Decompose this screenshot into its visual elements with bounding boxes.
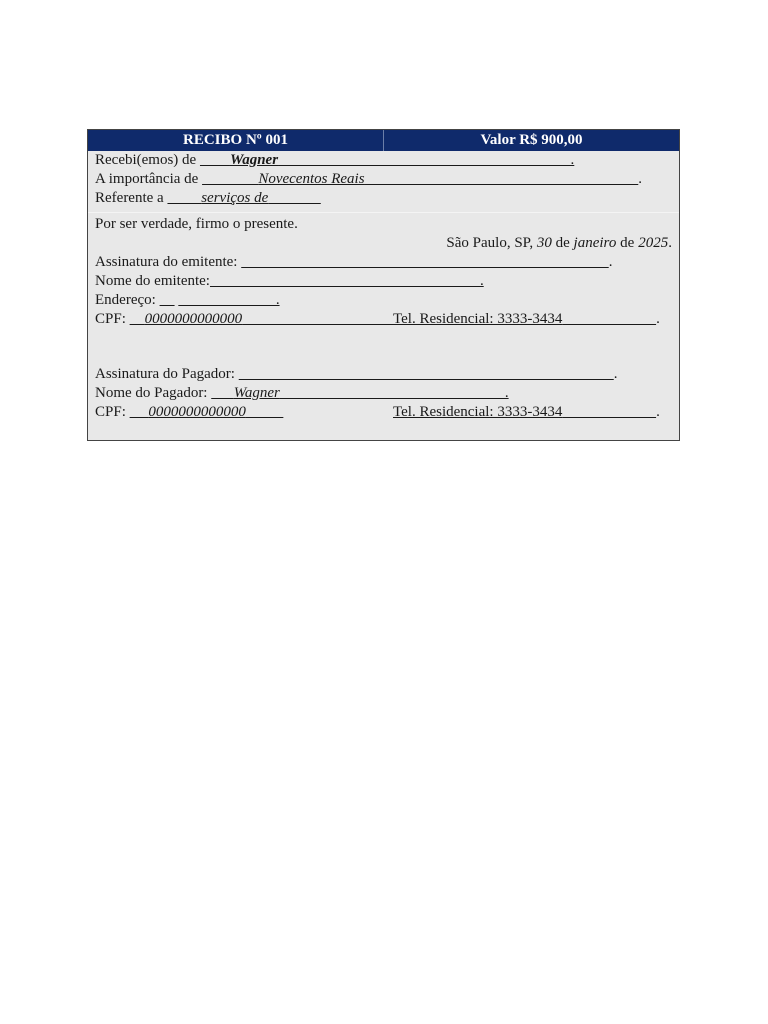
issuer-phone: Tel. Residencial: 3333-3434 <box>393 311 563 327</box>
spacer <box>95 329 672 365</box>
receipt-header <box>88 130 679 151</box>
payer-cpf-value: 0000000000000 <box>148 404 246 420</box>
issuer-name-label: Nome do emitente: <box>95 273 210 289</box>
payer-signature-line: Assinatura do Pagador: . <box>95 366 618 382</box>
reference-value: serviços de <box>201 190 269 206</box>
payer-cpf-label: CPF: <box>95 404 126 420</box>
receipt-title: RECIBO Nº 001 <box>88 130 384 151</box>
payer-name-line: Nome do Pagador: Wagner . <box>95 385 509 401</box>
issuer-cpf-label: CPF: <box>95 311 126 327</box>
address-line: Endereço: . <box>95 292 280 308</box>
address-label: Endereço: <box>95 292 156 308</box>
received-from-value: Wagner <box>229 152 279 168</box>
received-from-line: Recebi(emos) de Wagner . <box>95 152 575 168</box>
receipt <box>87 129 680 441</box>
issuer-signature-label: Assinatura do emitente: <box>95 254 238 270</box>
issuer-cpf-value: 0000000000000 <box>144 311 243 327</box>
reference-line <box>95 189 672 208</box>
issuer-signature-line: Assinatura do emitente: . <box>95 254 613 270</box>
issuer-name-line: Nome do emitente: . <box>95 273 484 289</box>
amount-value: Novecentos Reais <box>258 171 365 187</box>
receipt-value: Valor R$ 900,00 <box>480 132 583 148</box>
date-month: janeiro <box>573 235 617 251</box>
date-line: São Paulo, SP, 30 de janeiro de 2025. <box>446 235 672 251</box>
payer-name-label: Nome do Pagador: <box>95 385 208 401</box>
issuer-cpf-line: CPF: 0000000000000 Tel. Residencial: 3333-3434 . <box>95 311 660 327</box>
reference-label: Referente a <box>95 190 164 206</box>
date-de-1: de <box>555 235 570 251</box>
date-de-2: de <box>620 235 635 251</box>
amount-line: A importância de Novecentos Reais . <box>95 171 643 187</box>
payer-cpf-line: CPF: 0000000000000 Tel. Residencial: 3333-3434 . <box>95 404 660 420</box>
amount-label: A importância de <box>95 171 199 187</box>
received-from-label: Recebi(emos) de <box>95 152 197 168</box>
truth-statement: Por ser verdade, firmo o presente. <box>95 216 298 232</box>
city: São Paulo, SP, <box>446 235 534 251</box>
receipt-bottom-section <box>88 213 679 440</box>
receipt-top-section <box>88 151 679 213</box>
date-year: 2025 <box>638 235 669 251</box>
date-day: 30 <box>536 235 552 251</box>
payer-signature-label: Assinatura do Pagador: <box>95 366 235 382</box>
payer-phone: Tel. Residencial: 3333-3434 <box>393 404 563 420</box>
payer-name-value: Wagner <box>233 385 280 401</box>
